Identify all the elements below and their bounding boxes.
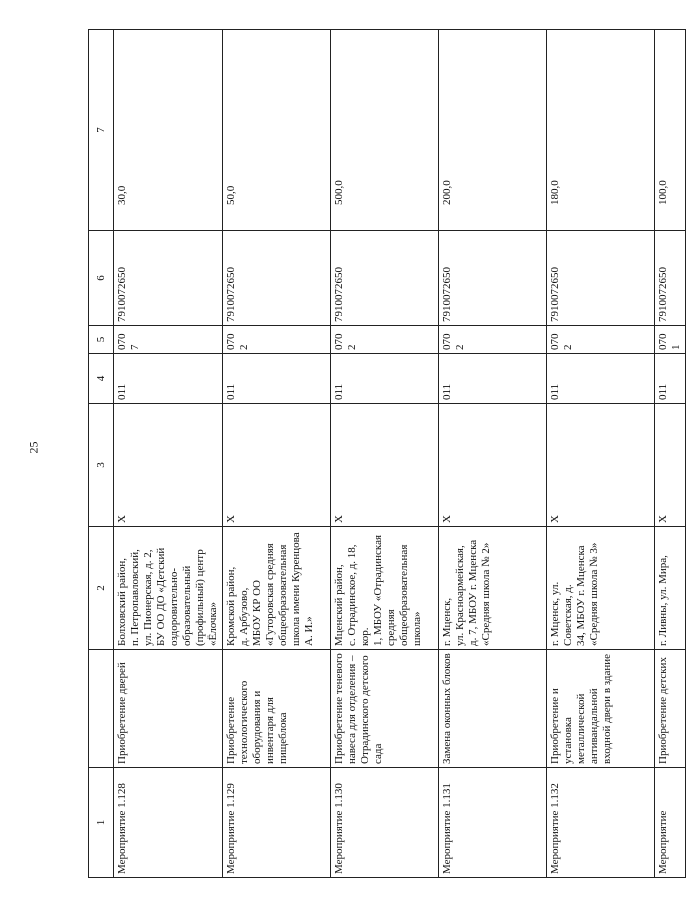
event-cell: Мероприятие 1.131: [439, 768, 547, 878]
header-cell-5: 5: [89, 326, 114, 354]
location-cell: Мценский район, с. Отрадинское, д. 18, кор. 1, МБОУ «Отрадинская средняя общеобразовательная школа»: [331, 527, 439, 650]
header-cell-4: 4: [89, 354, 114, 404]
col5-cell: 0707: [114, 326, 223, 354]
col4-cell: 011: [223, 354, 331, 404]
header-cell-1: 1: [89, 768, 114, 878]
col6-cell: 7910072650: [114, 231, 223, 326]
header-cell-6: 6: [89, 231, 114, 326]
table-row: [547, 30, 655, 878]
location-cell: Болховский район, п. Петропавловский, ул. Пионерская, д. 2, БУ ОО ДО «Детский оздоровительно- образовательный (профильный) центр «Ёлочка»: [114, 527, 223, 650]
location-cell: г. Мценск, ул. Красноармейская, д. 7, МБОУ г. Мценска «Средняя школа № 2»: [439, 527, 547, 650]
col4-cell: 011: [655, 354, 686, 404]
name-cell: Приобретение дверей: [114, 650, 223, 768]
location-cell: г. Мценск, ул. Советская, д. 34, МБОУ г. Мценска «Средняя школа № 3»: [547, 527, 655, 650]
table-row: [439, 30, 547, 878]
header-cell-1-continued: [89, 650, 114, 768]
col5-cell: 0702: [223, 326, 331, 354]
col3-cell: X: [223, 404, 331, 527]
name-cell: Приобретение технологического оборудования и инвентаря для пищеблока: [223, 650, 331, 768]
name-cell: Замена оконных блоков: [439, 650, 547, 768]
event-cell: Мероприятие 1.128: [114, 768, 223, 878]
col5-cell: 0701: [655, 326, 686, 354]
col4-cell: 011: [114, 354, 223, 404]
event-cell: Мероприятие 1.129: [223, 768, 331, 878]
event-cell: Мероприятие 1.132: [547, 768, 655, 878]
name-cell: Приобретение и установка металлической антивандальной входной двери в здание: [547, 650, 655, 768]
col7-cell: 180,0: [547, 30, 655, 231]
col5-cell: 0702: [439, 326, 547, 354]
col4-cell: 011: [331, 354, 439, 404]
table-row: [331, 30, 439, 878]
col7-cell: 50,0: [223, 30, 331, 231]
col7-cell: 30,0: [114, 30, 223, 231]
header-cell-2: 2: [89, 527, 114, 650]
col4-cell: 011: [547, 354, 655, 404]
event-cell: Мероприятие: [655, 768, 686, 878]
name-cell: Приобретение детских: [655, 650, 686, 768]
header-row: [89, 30, 114, 878]
col7-cell: 200,0: [439, 30, 547, 231]
col3-cell: X: [331, 404, 439, 527]
col6-cell: 7910072650: [331, 231, 439, 326]
col4-cell: 011: [439, 354, 547, 404]
rotated-table-container: [88, 30, 682, 878]
table-row: [114, 30, 223, 878]
event-cell: Мероприятие 1.130: [331, 768, 439, 878]
col6-cell: 7910072650: [547, 231, 655, 326]
col7-cell: 500,0: [331, 30, 439, 231]
col3-cell: X: [114, 404, 223, 527]
header-cell-7: 7: [89, 30, 114, 231]
col5-cell: 0702: [547, 326, 655, 354]
page-number: 25: [26, 441, 41, 454]
location-cell: г. Ливны, ул. Мира,: [655, 527, 686, 650]
name-cell: Приобретение теневого навеса для отделения – Отрадинского детского сада: [331, 650, 439, 768]
col6-cell: 7910072650: [439, 231, 547, 326]
table-row: [655, 30, 686, 878]
col3-cell: X: [655, 404, 686, 527]
col7-cell: 100,0: [655, 30, 686, 231]
header-cell-3: 3: [89, 404, 114, 527]
table-row: [223, 30, 331, 878]
col3-cell: X: [547, 404, 655, 527]
location-cell: Кромской район, д. Арбузово, МБОУ КР ОО «Гуторовская средняя общеобразовательная школа имени Куренцова А. И.»: [223, 527, 331, 650]
col6-cell: 7910072650: [223, 231, 331, 326]
col5-cell: 0702: [331, 326, 439, 354]
col6-cell: 7910072650: [655, 231, 686, 326]
budget-table: [88, 29, 686, 878]
col3-cell: X: [439, 404, 547, 527]
